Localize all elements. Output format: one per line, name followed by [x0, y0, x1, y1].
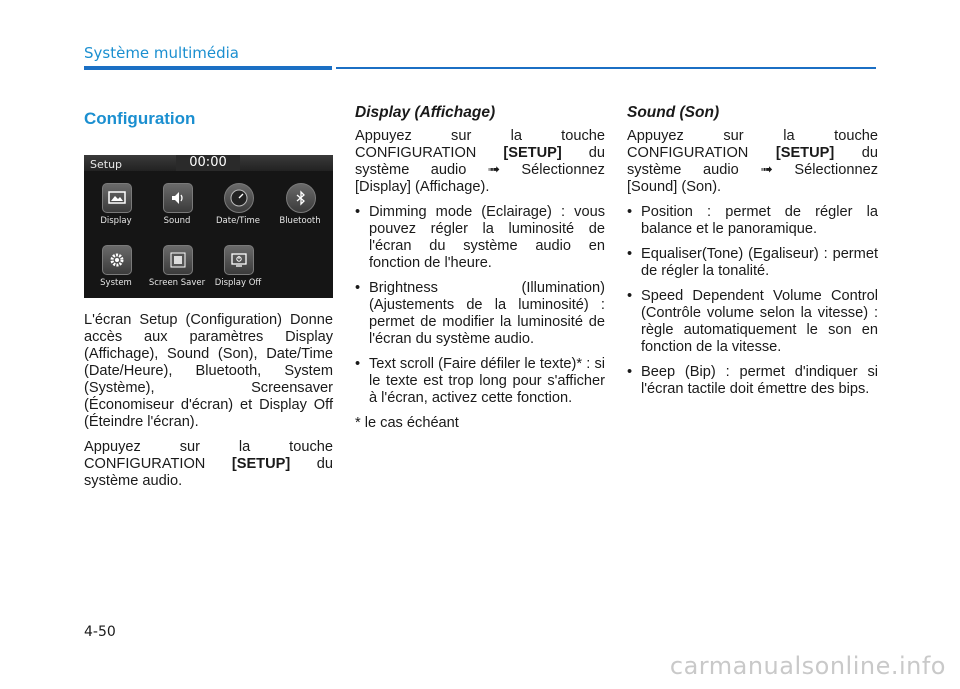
- bluetooth-icon: [286, 183, 316, 213]
- list-item-text: Beep (Bip) : permet d'indiquer si l'écran tactile doit émettre des bips.: [641, 364, 878, 397]
- footnote: * le cas échéant: [355, 415, 459, 431]
- bullet-icon: •: [627, 288, 633, 304]
- list-item-text: Speed Dependent Volume Control (Contrôle volume selon la vitesse) : règle automatiquement le son en fonction de la vitesse.: [641, 288, 878, 355]
- setup-key-label: [SETUP]: [775, 145, 835, 161]
- list-item-text: Brightness (Illumination) (Ajustements de la luminosité) : permet de modifier la luminosité de l'écran du système audio.: [369, 280, 605, 347]
- list-item-text: Position : permet de régler la balance et le panoramique.: [641, 204, 878, 237]
- configuration-instruction: [84, 439, 333, 490]
- page-number: 4-50: [84, 624, 116, 640]
- speaker-icon: [163, 183, 193, 213]
- configuration-description: L'écran Setup (Configuration) Donne accès aux paramètres Display (Affichage), Sound (Son), Date/Time (Date/Heure), Bluetooth, System (Système), Screensaver (Économiseur d'écran) et Display Off (Éteindre l'écran).: [84, 312, 333, 430]
- bullet-icon: •: [627, 204, 633, 220]
- bullet-icon: •: [627, 364, 633, 380]
- list-item: [627, 364, 878, 398]
- instruction-text: Sélectionnez [Display] (Affichage).: [355, 162, 605, 195]
- screen-title: Setup: [90, 158, 123, 171]
- tile-bluetooth: [270, 179, 330, 237]
- instruction-text: Appuyez sur la touche CONFIGURATION: [627, 128, 878, 161]
- heading-display: Display (Affichage): [355, 104, 496, 121]
- watermark: carmanualsonline.info: [669, 652, 946, 680]
- arrow-icon: ➟: [760, 162, 773, 178]
- section-header: Système multimédia: [84, 44, 239, 62]
- screen-saver-icon: [163, 245, 193, 275]
- gear-icon: [102, 245, 132, 275]
- tile-display: [86, 179, 146, 237]
- tile-label: Sound: [163, 216, 191, 226]
- arrow-icon: ➟: [487, 162, 501, 178]
- list-item: [627, 204, 878, 238]
- column-sound: [627, 104, 878, 406]
- display-options-list: [355, 204, 605, 407]
- setup-key-label: [SETUP]: [231, 456, 291, 472]
- instruction-text: Sélectionnez [Sound] (Son).: [627, 162, 878, 195]
- tile-screen-saver: [147, 241, 207, 298]
- list-item-text: Dimming mode (Eclairage) : vous pouvez régler la luminosité de l'écran du système audio en fonction de l'heure.: [369, 204, 605, 271]
- list-item: [355, 204, 605, 272]
- header-rule-thick: [84, 66, 332, 70]
- clock-icon: [224, 183, 254, 213]
- tile-system: [86, 241, 146, 298]
- setup-key-label: [SETUP]: [503, 145, 562, 161]
- tile-date-time: [208, 179, 268, 237]
- tile-sound: [147, 179, 207, 237]
- tile-label: Bluetooth: [279, 216, 321, 226]
- display-instruction: [355, 128, 605, 196]
- column-display: [355, 104, 605, 440]
- instruction-text: du système audio: [627, 145, 878, 178]
- list-item: [355, 356, 605, 407]
- screen-clock: 00:00: [176, 155, 240, 171]
- instruction-text: Appuyez sur la touche CONFIGURATION: [355, 128, 605, 161]
- display-icon: [102, 183, 132, 213]
- list-item: [355, 280, 605, 348]
- instruction-text: du système audio.: [84, 456, 333, 489]
- bullet-icon: •: [627, 246, 633, 262]
- header-rule-thin: [336, 67, 876, 69]
- instruction-text: Appuyez sur la touche CONFIGURATION: [84, 439, 333, 472]
- tile-label: System: [100, 278, 132, 288]
- list-item-text: Text scroll (Faire défiler le texte)* : si le texte est trop long pour s'afficher à l'écran, activez cette fonction.: [369, 356, 605, 406]
- bullet-icon: •: [355, 280, 361, 296]
- list-item: [627, 288, 878, 356]
- sound-options-list: [627, 204, 878, 398]
- tile-label: Display Off: [214, 278, 262, 288]
- column-configuration: [84, 104, 333, 498]
- setup-screen-image: [84, 155, 333, 298]
- heading-sound: Sound (Son): [627, 104, 720, 121]
- tile-display-off: [208, 241, 268, 298]
- instruction-text: du système audio: [355, 145, 605, 178]
- heading-configuration: Configuration: [84, 109, 196, 128]
- tile-label: Screen Saver: [148, 278, 206, 288]
- tile-label: Display: [100, 216, 132, 226]
- bullet-icon: •: [355, 204, 361, 220]
- display-off-icon: [224, 245, 254, 275]
- tile-label: Date/Time: [216, 216, 260, 226]
- list-item-text: Equaliser(Tone) (Egaliseur) : permet de régler la tonalité.: [641, 246, 878, 279]
- bullet-icon: •: [355, 356, 361, 372]
- list-item: [627, 246, 878, 280]
- sound-instruction: [627, 128, 878, 196]
